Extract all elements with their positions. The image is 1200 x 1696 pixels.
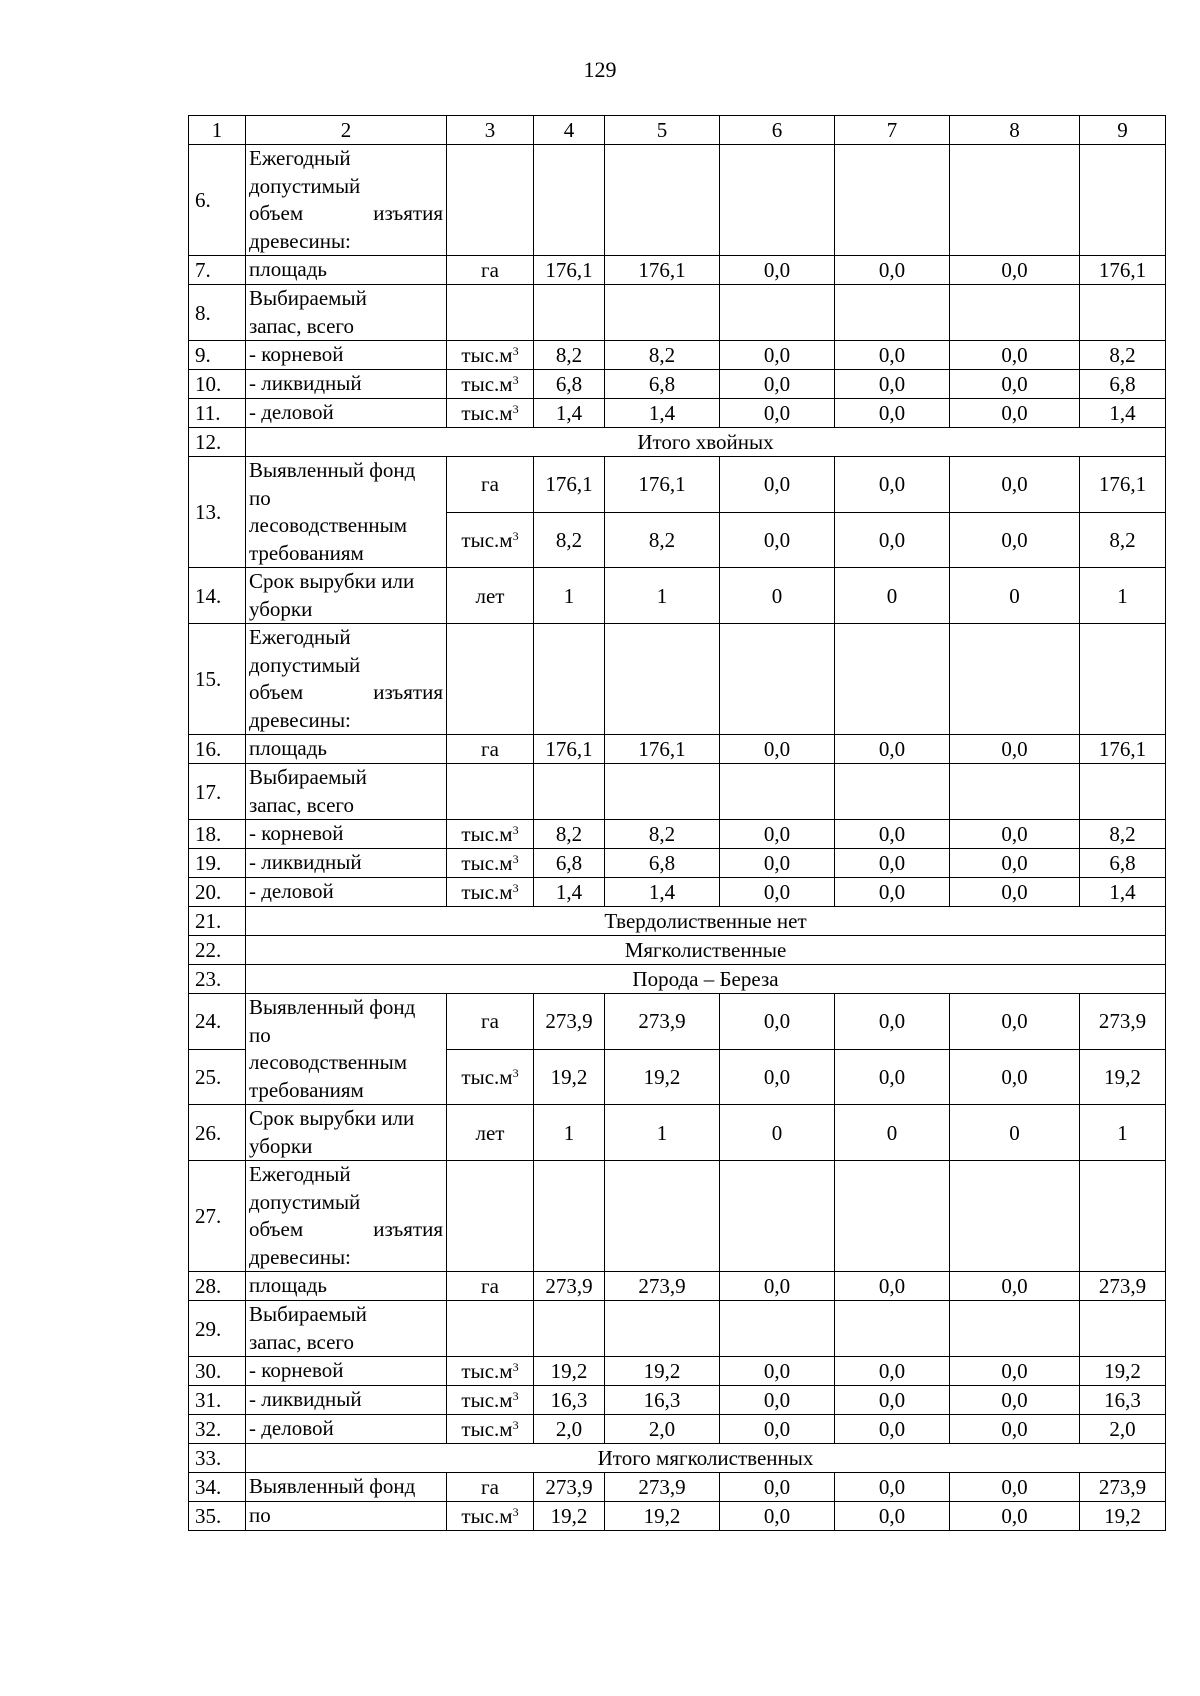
row-label: Срок вырубки или уборки [246, 1105, 447, 1161]
value-cell: 273,9 [534, 1272, 605, 1301]
value-cell: 0,0 [720, 341, 835, 370]
unit-cell: лет [447, 1105, 534, 1161]
value-cell [720, 145, 835, 256]
row-number: 28. [189, 1272, 246, 1301]
value-cell: 0,0 [835, 849, 950, 878]
value-cell: 0,0 [720, 1473, 835, 1502]
value-cell: 0,0 [720, 370, 835, 399]
unit-cell: га [447, 1272, 534, 1301]
row-label: - ликвидный [246, 370, 447, 399]
value-cell: 8,2 [534, 341, 605, 370]
table-row [189, 1415, 1166, 1444]
table-row [189, 568, 1166, 624]
value-cell: 6,8 [534, 370, 605, 399]
value-cell: 0,0 [835, 512, 950, 568]
header-cell: 6 [720, 116, 835, 145]
row-number: 24. [189, 994, 246, 1050]
value-cell: 0 [835, 1105, 950, 1161]
table-header-row [189, 116, 1166, 145]
row-label: - корневой [246, 820, 447, 849]
row-number: 33. [189, 1444, 246, 1473]
value-cell [720, 624, 835, 735]
value-cell: 0,0 [950, 849, 1080, 878]
header-cell: 8 [950, 116, 1080, 145]
section-title: Твердолиственные нет [246, 907, 1166, 936]
value-cell: 6,8 [534, 849, 605, 878]
unit-cell: $тыс.м^3$ [447, 1386, 534, 1415]
row-label: - деловой [246, 1415, 447, 1444]
value-cell: 0,0 [950, 1473, 1080, 1502]
row-label: Ежегодный допустимый объем изъятия древесины: [246, 1161, 447, 1272]
value-cell: 0 [950, 1105, 1080, 1161]
unit-cell: $тыс.м^3$ [447, 1357, 534, 1386]
value-cell: 16,3 [534, 1386, 605, 1415]
value-cell: 273,9 [534, 994, 605, 1050]
value-cell [835, 285, 950, 341]
row-number: 26. [189, 1105, 246, 1161]
value-cell [534, 145, 605, 256]
table-row [189, 1357, 1166, 1386]
unit-cell: $тыс.м^3$ [447, 878, 534, 907]
value-cell: 0,0 [950, 1415, 1080, 1444]
value-cell: 1,4 [534, 399, 605, 428]
value-cell: 1 [534, 568, 605, 624]
value-cell: 0 [950, 568, 1080, 624]
row-number: 29. [189, 1301, 246, 1357]
value-cell: 1 [1080, 1105, 1166, 1161]
unit-cell [447, 145, 534, 256]
row-label: - ликвидный [246, 849, 447, 878]
value-cell: 0,0 [950, 256, 1080, 285]
unit-cell: $тыс.м^3$ [447, 1049, 534, 1105]
table-row [189, 878, 1166, 907]
value-cell: 0,0 [950, 735, 1080, 764]
row-label: площадь [246, 256, 447, 285]
value-cell: 0,0 [950, 512, 1080, 568]
value-cell [950, 285, 1080, 341]
header-cell: 7 [835, 116, 950, 145]
section-title: Мягколиственные [246, 936, 1166, 965]
row-number: 23. [189, 965, 246, 994]
row-label: - ликвидный [246, 1386, 447, 1415]
value-cell [720, 1301, 835, 1357]
value-cell: 19,2 [534, 1357, 605, 1386]
value-cell: 273,9 [605, 1473, 720, 1502]
table-row [189, 457, 1166, 513]
value-cell [1080, 1301, 1166, 1357]
row-label: Выявленный фонд [246, 1473, 447, 1502]
value-cell [1080, 285, 1166, 341]
value-cell: 0,0 [835, 457, 950, 513]
value-cell: 0,0 [950, 878, 1080, 907]
table-row [189, 1473, 1166, 1502]
row-label: - деловой [246, 399, 447, 428]
unit-cell: га [447, 1473, 534, 1502]
value-cell: 0,0 [835, 1502, 950, 1531]
row-label: Ежегодный допустимый объем изъятия древесины: [246, 145, 447, 256]
value-cell: 6,8 [605, 849, 720, 878]
value-cell: 16,3 [1080, 1386, 1166, 1415]
value-cell [534, 764, 605, 820]
value-cell: 273,9 [605, 1272, 720, 1301]
value-cell [835, 624, 950, 735]
row-number: 10. [189, 370, 246, 399]
value-cell [1080, 624, 1166, 735]
row-number: 8. [189, 285, 246, 341]
value-cell: 2,0 [1080, 1415, 1166, 1444]
table-row [189, 994, 1166, 1050]
value-cell: 19,2 [605, 1357, 720, 1386]
value-cell: 0 [720, 1105, 835, 1161]
section-row [189, 428, 1166, 457]
section-title: Порода – Береза [246, 965, 1166, 994]
value-cell [720, 1161, 835, 1272]
value-cell [950, 764, 1080, 820]
value-cell: 273,9 [534, 1473, 605, 1502]
row-number: 21. [189, 907, 246, 936]
value-cell: 0,0 [950, 1357, 1080, 1386]
value-cell [835, 145, 950, 256]
value-cell: 0,0 [835, 994, 950, 1050]
value-cell: 1 [1080, 568, 1166, 624]
value-cell: 0 [720, 568, 835, 624]
row-number: 13. [189, 457, 246, 568]
unit-cell [447, 624, 534, 735]
table-row [189, 256, 1166, 285]
value-cell: 0,0 [835, 1357, 950, 1386]
value-cell: 19,2 [534, 1049, 605, 1105]
value-cell: 176,1 [534, 256, 605, 285]
row-number: 20. [189, 878, 246, 907]
value-cell: 8,2 [605, 820, 720, 849]
value-cell: 1 [605, 568, 720, 624]
value-cell: 8,2 [1080, 512, 1166, 568]
value-cell: 6,8 [1080, 849, 1166, 878]
value-cell: 176,1 [534, 457, 605, 513]
value-cell: 0,0 [950, 1049, 1080, 1105]
value-cell [1080, 145, 1166, 256]
value-cell [720, 764, 835, 820]
unit-cell: га [447, 994, 534, 1050]
table-row [189, 849, 1166, 878]
value-cell: 8,2 [605, 341, 720, 370]
row-number: 9. [189, 341, 246, 370]
section-row [189, 907, 1166, 936]
unit-cell: га [447, 457, 534, 513]
value-cell: 8,2 [1080, 341, 1166, 370]
unit-cell: $тыс.м^3$ [447, 1415, 534, 1444]
value-cell: 1,4 [1080, 399, 1166, 428]
value-cell: 16,3 [605, 1386, 720, 1415]
value-cell: 1,4 [605, 878, 720, 907]
value-cell: 273,9 [1080, 994, 1166, 1050]
value-cell: 0,0 [835, 1272, 950, 1301]
unit-cell [447, 1301, 534, 1357]
table-row [189, 764, 1166, 820]
value-cell: 0,0 [950, 341, 1080, 370]
value-cell: 0,0 [720, 256, 835, 285]
table-row [189, 1386, 1166, 1415]
value-cell: 273,9 [1080, 1272, 1166, 1301]
value-cell: 0,0 [835, 1473, 950, 1502]
row-label: Выбираемый запас, всего [246, 764, 447, 820]
unit-cell: $тыс.м^3$ [447, 512, 534, 568]
table-row [189, 1105, 1166, 1161]
row-number: 16. [189, 735, 246, 764]
value-cell: 19,2 [1080, 1357, 1166, 1386]
table-row [189, 285, 1166, 341]
value-cell: 8,2 [605, 512, 720, 568]
value-cell [534, 624, 605, 735]
value-cell: 176,1 [605, 735, 720, 764]
unit-cell [447, 285, 534, 341]
row-number: 25. [189, 1049, 246, 1105]
value-cell: 176,1 [605, 457, 720, 513]
value-cell: 0,0 [720, 735, 835, 764]
row-number: 22. [189, 936, 246, 965]
unit-cell: $тыс.м^3$ [447, 370, 534, 399]
header-cell: 5 [605, 116, 720, 145]
value-cell: 0,0 [950, 1272, 1080, 1301]
value-cell: 0,0 [835, 820, 950, 849]
header-cell: 2 [246, 116, 447, 145]
section-title: Итого мягколиственных [246, 1444, 1166, 1473]
value-cell: 0,0 [950, 1502, 1080, 1531]
table-row [189, 1502, 1166, 1531]
row-label: Ежегодный допустимый объем изъятия древесины: [246, 624, 447, 735]
value-cell: 0,0 [720, 1357, 835, 1386]
value-cell: 0,0 [950, 457, 1080, 513]
value-cell: 176,1 [1080, 256, 1166, 285]
value-cell: 0,0 [950, 994, 1080, 1050]
value-cell: 8,2 [534, 512, 605, 568]
value-cell [950, 1301, 1080, 1357]
value-cell: 176,1 [1080, 457, 1166, 513]
value-cell [605, 1161, 720, 1272]
row-number: 14. [189, 568, 246, 624]
section-title: Итого хвойных [246, 428, 1166, 457]
section-row [189, 936, 1166, 965]
value-cell: 0,0 [720, 1502, 835, 1531]
value-cell: 0,0 [720, 849, 835, 878]
value-cell [720, 285, 835, 341]
section-row [189, 965, 1166, 994]
row-number: 34. [189, 1473, 246, 1502]
value-cell [950, 145, 1080, 256]
row-number: 27. [189, 1161, 246, 1272]
value-cell [534, 1301, 605, 1357]
value-cell [835, 1161, 950, 1272]
row-label: Выбираемый запас, всего [246, 285, 447, 341]
value-cell: 0,0 [835, 1386, 950, 1415]
value-cell [835, 1301, 950, 1357]
value-cell: 8,2 [1080, 820, 1166, 849]
value-cell: 0,0 [835, 341, 950, 370]
table-row [189, 399, 1166, 428]
table-row [189, 624, 1166, 735]
row-label: по [246, 1502, 447, 1531]
row-label: - деловой [246, 878, 447, 907]
row-label: Срок вырубки или уборки [246, 568, 447, 624]
value-cell: 0,0 [720, 1272, 835, 1301]
table-row [189, 370, 1166, 399]
row-number: 18. [189, 820, 246, 849]
value-cell [534, 285, 605, 341]
value-cell: 1,4 [534, 878, 605, 907]
unit-cell: $тыс.м^3$ [447, 399, 534, 428]
value-cell [950, 1161, 1080, 1272]
unit-cell: $тыс.м^3$ [447, 849, 534, 878]
table-row [189, 145, 1166, 256]
forest-data-table [188, 115, 1166, 1531]
row-number: 12. [189, 428, 246, 457]
value-cell: 0,0 [720, 820, 835, 849]
row-label: - корневой [246, 341, 447, 370]
header-cell: 9 [1080, 116, 1166, 145]
row-label: Выбираемый запас, всего [246, 1301, 447, 1357]
row-number: 19. [189, 849, 246, 878]
unit-cell: $тыс.м^3$ [447, 1502, 534, 1531]
row-label: Выявленный фонд по лесоводственным требованиям [246, 457, 447, 568]
value-cell: 0,0 [835, 878, 950, 907]
page-number: 129 [583, 57, 617, 82]
value-cell: 19,2 [1080, 1502, 1166, 1531]
value-cell: 0,0 [720, 512, 835, 568]
value-cell: 273,9 [1080, 1473, 1166, 1502]
value-cell [605, 624, 720, 735]
value-cell: 1 [534, 1105, 605, 1161]
row-number: 30. [189, 1357, 246, 1386]
value-cell: 2,0 [605, 1415, 720, 1444]
value-cell: 176,1 [1080, 735, 1166, 764]
unit-cell: га [447, 735, 534, 764]
value-cell: 6,8 [605, 370, 720, 399]
unit-cell: $тыс.м^3$ [447, 820, 534, 849]
value-cell [835, 764, 950, 820]
value-cell: 2,0 [534, 1415, 605, 1444]
value-cell [950, 624, 1080, 735]
value-cell: 176,1 [534, 735, 605, 764]
unit-cell: га [447, 256, 534, 285]
table-row [189, 735, 1166, 764]
header-cell: 3 [447, 116, 534, 145]
value-cell [605, 145, 720, 256]
value-cell: 0,0 [835, 370, 950, 399]
row-label: площадь [246, 735, 447, 764]
value-cell: 0,0 [835, 1415, 950, 1444]
table-row [189, 1272, 1166, 1301]
value-cell: 0,0 [835, 1049, 950, 1105]
table-row [189, 1301, 1166, 1357]
value-cell: 8,2 [534, 820, 605, 849]
value-cell: 1,4 [605, 399, 720, 428]
unit-cell: лет [447, 568, 534, 624]
value-cell: 0,0 [720, 457, 835, 513]
table-row [189, 341, 1166, 370]
row-label: площадь [246, 1272, 447, 1301]
value-cell: 1 [605, 1105, 720, 1161]
row-number: 15. [189, 624, 246, 735]
row-number: 7. [189, 256, 246, 285]
value-cell: 0,0 [950, 820, 1080, 849]
section-row [189, 1444, 1166, 1473]
unit-cell [447, 764, 534, 820]
value-cell: 0,0 [835, 735, 950, 764]
value-cell [1080, 764, 1166, 820]
value-cell: 19,2 [534, 1502, 605, 1531]
value-cell: 0,0 [835, 399, 950, 428]
value-cell [534, 1161, 605, 1272]
value-cell: 0 [835, 568, 950, 624]
value-cell: 0,0 [950, 370, 1080, 399]
row-label: Выявленный фонд по лесоводственным требованиям [246, 994, 447, 1105]
row-number: 35. [189, 1502, 246, 1531]
row-number: 11. [189, 399, 246, 428]
header-cell: 4 [534, 116, 605, 145]
value-cell: 0,0 [720, 994, 835, 1050]
value-cell: 0,0 [720, 1386, 835, 1415]
value-cell: 19,2 [1080, 1049, 1166, 1105]
value-cell: 0,0 [835, 256, 950, 285]
value-cell: 273,9 [605, 994, 720, 1050]
value-cell: 0,0 [950, 1386, 1080, 1415]
value-cell: 19,2 [605, 1049, 720, 1105]
value-cell: 0,0 [950, 399, 1080, 428]
value-cell: 19,2 [605, 1502, 720, 1531]
value-cell: 176,1 [605, 256, 720, 285]
value-cell: 1,4 [1080, 878, 1166, 907]
value-cell: 0,0 [720, 1415, 835, 1444]
value-cell: 6,8 [1080, 370, 1166, 399]
row-number: 17. [189, 764, 246, 820]
value-cell [1080, 1161, 1166, 1272]
header-cell: 1 [189, 116, 246, 145]
value-cell [605, 1301, 720, 1357]
row-number: 6. [189, 145, 246, 256]
value-cell: 0,0 [720, 878, 835, 907]
value-cell [605, 764, 720, 820]
table-row [189, 820, 1166, 849]
value-cell: 0,0 [720, 1049, 835, 1105]
value-cell: 0,0 [720, 399, 835, 428]
row-number: 31. [189, 1386, 246, 1415]
value-cell [605, 285, 720, 341]
row-label: - корневой [246, 1357, 447, 1386]
unit-cell [447, 1161, 534, 1272]
unit-cell: $тыс.м^3$ [447, 341, 534, 370]
row-number: 32. [189, 1415, 246, 1444]
table-row [189, 1161, 1166, 1272]
